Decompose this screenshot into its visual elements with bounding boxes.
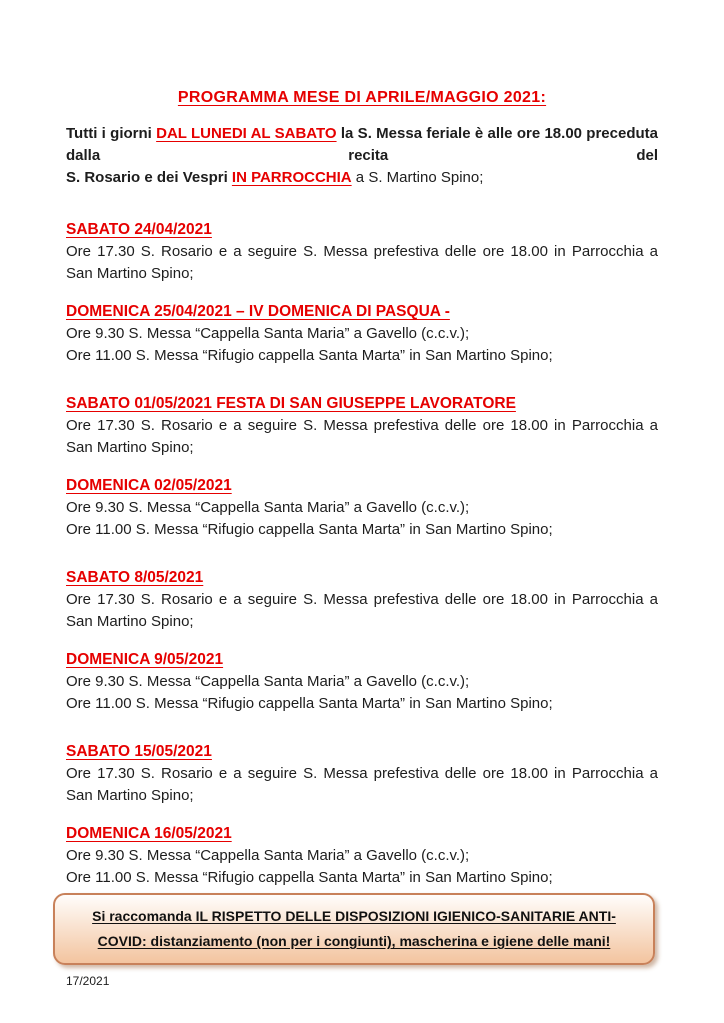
text-segment: a S. Martino Spino; <box>351 169 484 186</box>
section-line: Ore 17.30 S. Rosario e a seguire S. Messa prefestiva delle ore 18.00 in Parrocchia a <box>66 417 658 434</box>
section-line: San Martino Spino; <box>66 613 194 630</box>
section-line: Ore 17.30 S. Rosario e a seguire S. Messa prefestiva delle ore 18.00 in Parrocchia a <box>66 765 658 782</box>
section-heading: DOMENICA 16/05/2021 <box>66 825 232 842</box>
schedule-section <box>66 741 658 807</box>
section-heading: SABATO 01/05/2021 FESTA DI SAN GIUSEPPE LAVORATORE <box>66 395 516 412</box>
text-segment: DAL LUNEDI AL SABATO <box>156 125 337 142</box>
schedule-section <box>66 219 658 285</box>
section-line: Ore 9.30 S. Messa “Cappella Santa Maria” a Gavello (c.c.v.); <box>66 847 470 864</box>
section-line: Ore 9.30 S. Messa “Cappella Santa Maria” a Gavello (c.c.v.); <box>66 499 470 516</box>
intro-paragraph <box>66 123 658 189</box>
section-line: Ore 9.30 S. Messa “Cappella Santa Maria” a Gavello (c.c.v.); <box>66 325 470 342</box>
schedule-section <box>66 301 658 367</box>
page-footer: 17/2021 <box>66 974 110 988</box>
section-line: Ore 11.00 S. Messa “Rifugio cappella Santa Marta” in San Martino Spino; <box>66 521 553 538</box>
schedule-section <box>66 823 658 889</box>
page-title: PROGRAMMA MESE DI APRILE/MAGGIO 2021: <box>177 89 547 106</box>
schedule-section <box>66 567 658 633</box>
section-line: Ore 17.30 S. Rosario e a seguire S. Messa prefestiva delle ore 18.00 in Parrocchia a <box>66 591 658 608</box>
schedule-section <box>66 475 658 541</box>
schedule-section <box>66 649 658 715</box>
section-line: San Martino Spino; <box>66 439 194 456</box>
text-segment: Tutti i giorni <box>66 125 157 142</box>
text-segment: IN PARROCCHIA <box>231 169 352 186</box>
intro-line <box>66 123 658 167</box>
section-line: San Martino Spino; <box>66 265 194 282</box>
section-heading: SABATO 8/05/2021 <box>66 569 204 586</box>
text-segment: S. Rosario e dei Vespri <box>66 169 232 186</box>
text-segment: la S. Messa feriale è alle ore 18.00 preceduta dalla recita del <box>66 125 658 164</box>
section-heading: DOMENICA 9/05/2021 <box>66 651 224 668</box>
section-line: San Martino Spino; <box>66 787 194 804</box>
notice-box <box>53 893 655 965</box>
section-line: Ore 17.30 S. Rosario e a seguire S. Messa prefestiva delle ore 18.00 in Parrocchia a <box>66 243 658 260</box>
notice-line: COVID: distanziamento (non per i congiunti), mascherina e igiene delle mani! <box>97 933 611 949</box>
section-heading: SABATO 15/05/2021 <box>66 743 212 760</box>
sections <box>66 219 658 889</box>
intro-line <box>66 167 658 189</box>
section-line: Ore 11.00 S. Messa “Rifugio cappella Santa Marta” in San Martino Spino; <box>66 695 553 712</box>
section-heading: DOMENICA 02/05/2021 <box>66 477 232 494</box>
notice-line: Si raccomanda IL RISPETTO DELLE DISPOSIZIONI IGIENICO-SANITARIE ANTI- <box>92 908 616 924</box>
section-heading: DOMENICA 25/04/2021 – IV DOMENICA DI PASQUA - <box>66 303 450 320</box>
schedule-section <box>66 393 658 459</box>
section-line: Ore 11.00 S. Messa “Rifugio cappella Santa Marta” in San Martino Spino; <box>66 347 553 364</box>
section-line: Ore 11.00 S. Messa “Rifugio cappella Santa Marta” in San Martino Spino; <box>66 869 553 886</box>
section-line: Ore 9.30 S. Messa “Cappella Santa Maria” a Gavello (c.c.v.); <box>66 673 470 690</box>
section-heading: SABATO 24/04/2021 <box>66 221 212 238</box>
